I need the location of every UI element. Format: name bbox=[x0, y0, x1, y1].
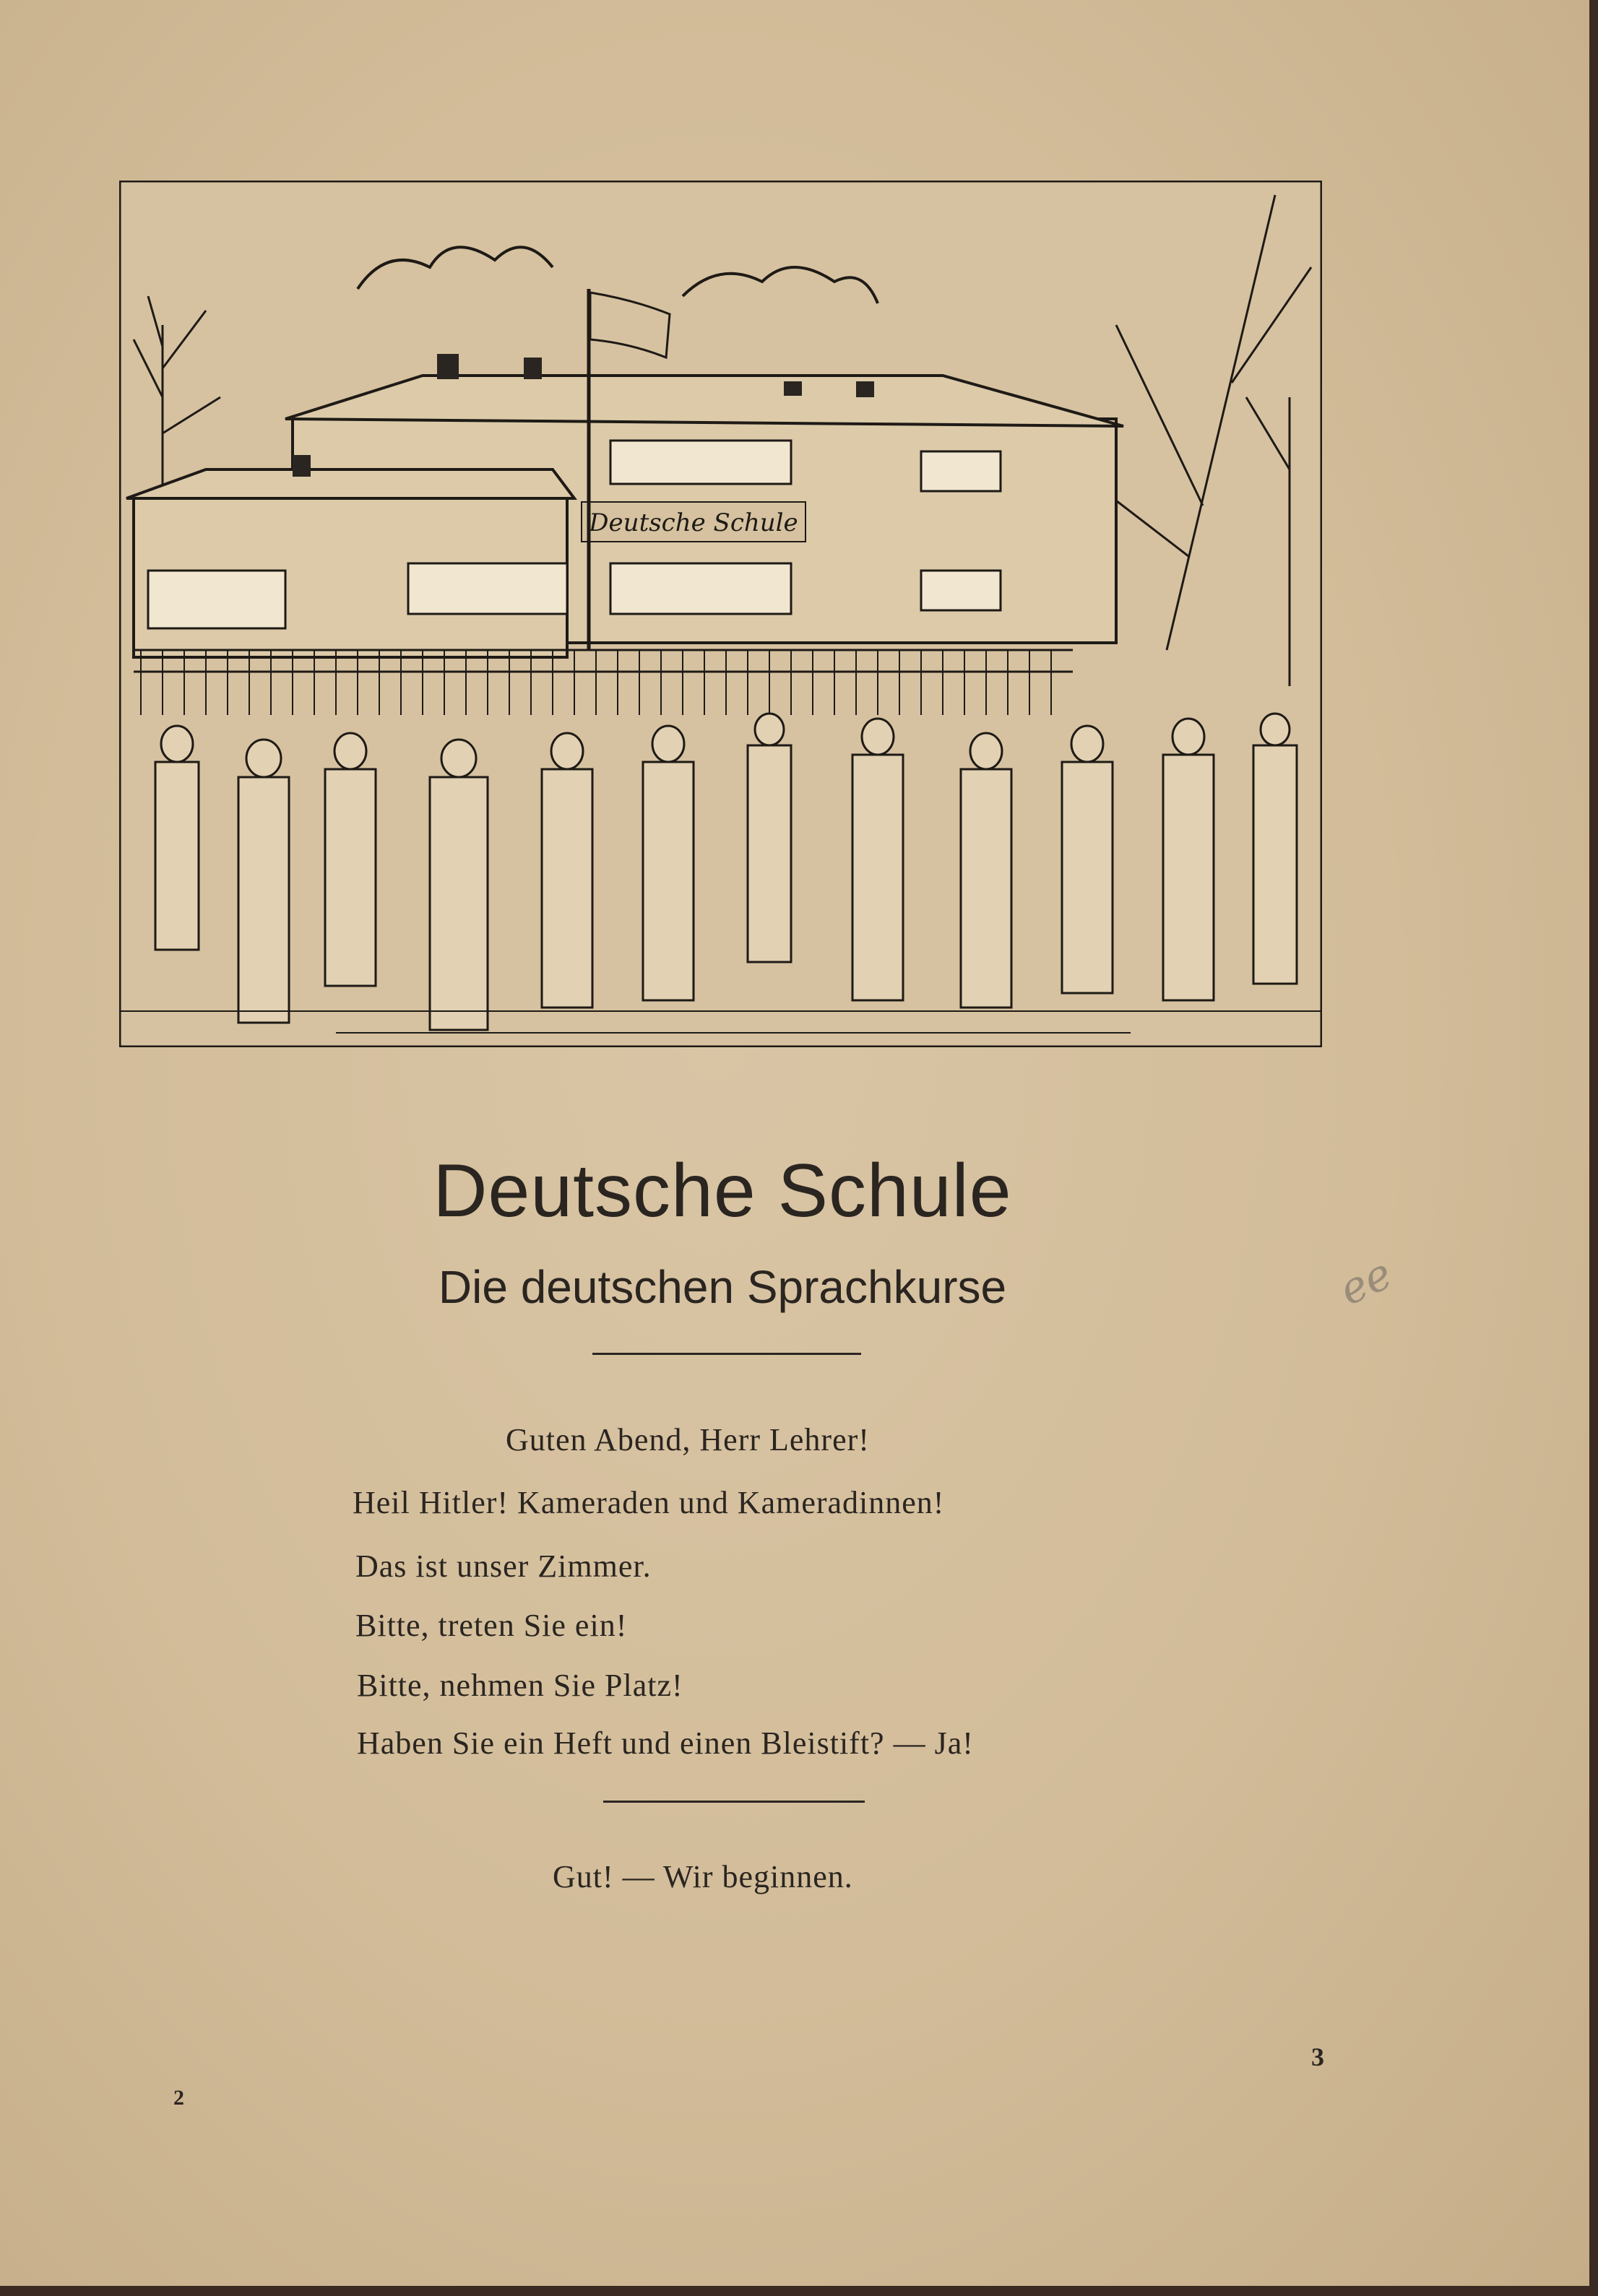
pencil-mark: ee bbox=[1331, 1248, 1400, 1316]
dialogue-line: Bitte, treten Sie ein! bbox=[355, 1608, 628, 1643]
dialogue-line: Guten Abend, Herr Lehrer! bbox=[506, 1422, 870, 1457]
divider-line bbox=[603, 1801, 865, 1803]
dialogue-line: Bitte, nehmen Sie Platz! bbox=[357, 1668, 683, 1703]
page-subtitle: Die deutschen Sprachkurse bbox=[438, 1261, 1007, 1313]
page-number-left: 2 bbox=[173, 2086, 184, 2110]
building-sign-text: Deutsche Schule bbox=[589, 508, 798, 537]
closing-line: Gut! — Wir beginnen. bbox=[553, 1859, 853, 1894]
school-building-illustration bbox=[119, 181, 1322, 1047]
divider-line bbox=[592, 1353, 861, 1355]
page-title: Deutsche Schule bbox=[433, 1149, 1012, 1233]
dialogue-line: Das ist unser Zimmer. bbox=[355, 1548, 652, 1584]
engraving-picture bbox=[119, 181, 1322, 1047]
page-number-right: 3 bbox=[1311, 2042, 1324, 2071]
dialogue-line: Heil Hitler! Kameraden und Kameradinnen! bbox=[353, 1485, 945, 1520]
dialogue-line: Haben Sie ein Heft und einen Bleistift? — Ja! bbox=[357, 1725, 974, 1761]
